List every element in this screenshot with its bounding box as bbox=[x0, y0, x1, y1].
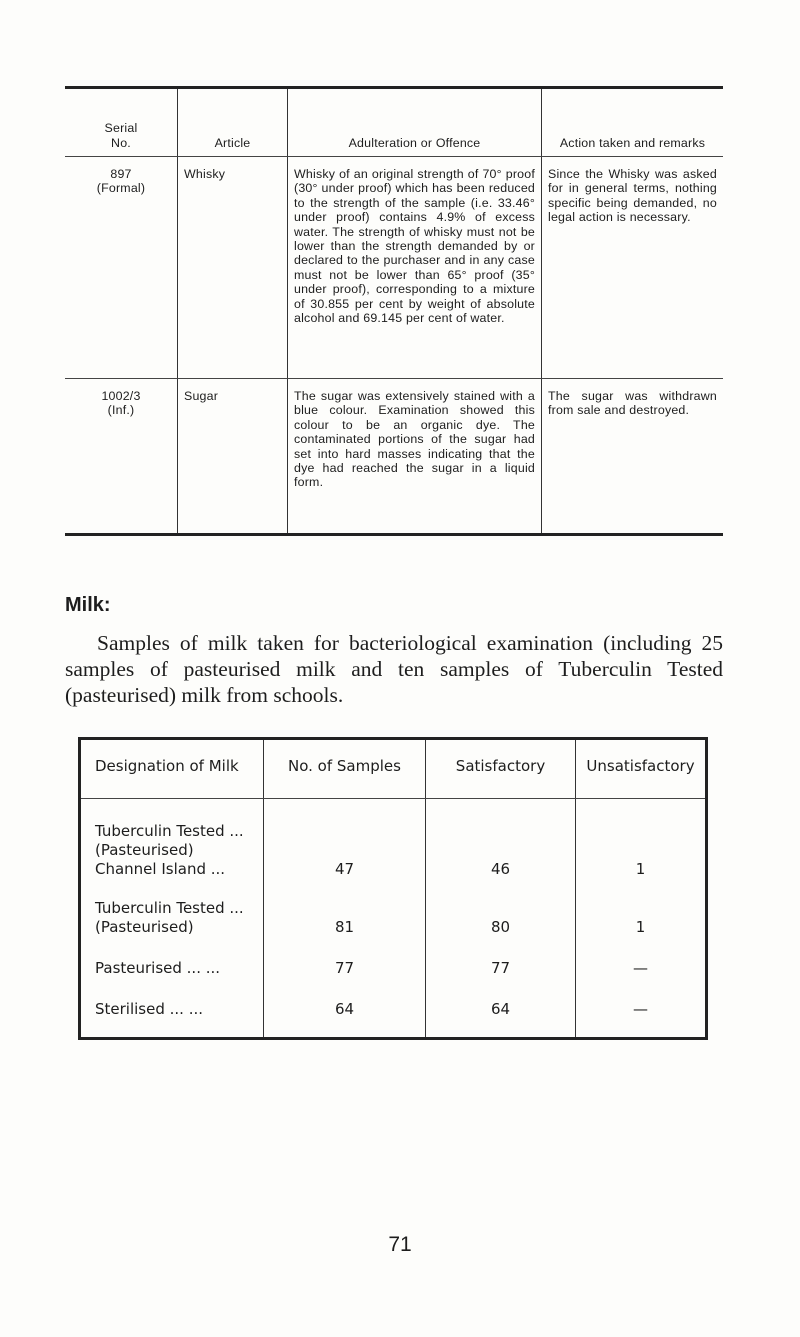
unsatisfactory-value: — bbox=[633, 1000, 648, 1018]
satisfactory-value: 80 bbox=[490, 918, 511, 936]
header-designation: Designation of Milk bbox=[95, 757, 239, 775]
samples-value: 47 bbox=[334, 860, 355, 878]
adulteration-cell: The sugar was extensively stained with a blue colour. Examination showed this colour to be an organic dye. The contaminated portions of the sugar had set into hard masses indicating that the dye had reached the sugar in a liquid form. bbox=[287, 379, 541, 533]
header-serial-label: Serial No. bbox=[104, 121, 138, 150]
header-no-of-samples: No. of Samples bbox=[263, 740, 425, 798]
header-unsatisfactory: Unsatisfactory bbox=[575, 740, 705, 798]
table-row bbox=[95, 899, 253, 937]
article-cell: Sugar bbox=[177, 379, 287, 533]
samples-value: 77 bbox=[334, 959, 355, 977]
adulteration-table bbox=[65, 86, 723, 536]
serial-number: 1002/3 bbox=[101, 389, 141, 403]
satisfactory-value: 64 bbox=[490, 1000, 511, 1018]
article-cell: Whisky bbox=[177, 157, 287, 378]
designation-line: Sterilised ... ... bbox=[95, 1000, 204, 1018]
unsatisfactory-column bbox=[575, 799, 705, 1037]
samples-column bbox=[263, 799, 425, 1037]
milk-table-header-row bbox=[81, 740, 705, 799]
header-article: Article bbox=[177, 89, 287, 156]
unsatisfactory-value: 1 bbox=[635, 918, 646, 936]
samples-value: 81 bbox=[334, 918, 355, 936]
serial-cell bbox=[65, 379, 177, 533]
action-cell: The sugar was withdrawn from sale and destroyed. bbox=[541, 379, 723, 533]
action-cell: Since the Whisky was asked for in general terms, nothing specific being demanded, no legal action is necessary. bbox=[541, 157, 723, 378]
adulteration-cell: Whisky of an original strength of 70° proof (30° under proof) which has been reduced to the strength of the sample (i.e. 33.46° under proof) contains 4.9% of excess water. The strength of whisky must not be lower than the strength demanded by or declared to the purchaser and in any case must not be lower than 65° proof (35° under proof), corresponding to a mixture of 30.855 per cent by weight of absolute alcohol and 69.145 per cent of water. bbox=[287, 157, 541, 378]
unsatisfactory-value: — bbox=[633, 959, 648, 977]
designation-line: Tuberculin Tested ... bbox=[95, 822, 244, 840]
milk-table-body bbox=[81, 799, 705, 1037]
table-header-row bbox=[65, 89, 723, 156]
table-row bbox=[95, 822, 253, 879]
samples-value: 64 bbox=[334, 1000, 355, 1018]
designation-column bbox=[81, 799, 263, 1037]
designation-line: Channel Island ... bbox=[95, 860, 226, 878]
header-satisfactory: Satisfactory bbox=[425, 740, 575, 798]
satisfactory-value: 46 bbox=[490, 860, 511, 878]
unsatisfactory-value: 1 bbox=[635, 860, 646, 878]
milk-heading: Milk: bbox=[65, 594, 111, 616]
serial-cell bbox=[65, 157, 177, 378]
serial-number: 897 bbox=[110, 167, 132, 181]
page-number: 71 bbox=[388, 1233, 412, 1256]
header-adulteration: Adulteration or Offence bbox=[287, 89, 541, 156]
header-serial-no bbox=[65, 89, 177, 156]
satisfactory-column bbox=[425, 799, 575, 1037]
designation-line: Tuberculin Tested ... bbox=[95, 899, 244, 917]
milk-table bbox=[78, 737, 708, 1040]
serial-type: (Formal) bbox=[96, 181, 146, 196]
table-row bbox=[65, 378, 723, 533]
serial-type: (Inf.) bbox=[107, 403, 135, 418]
table-row bbox=[65, 156, 723, 378]
satisfactory-value: 77 bbox=[490, 959, 511, 977]
designation-line: Pasteurised ... ... bbox=[95, 959, 221, 977]
milk-paragraph: Samples of milk taken for bacteriological examination (including 25 samples of pasteurised milk and ten samples of Tuberculin Tested (pasteurised) milk from schools. bbox=[65, 631, 723, 707]
header-action: Action taken and remarks bbox=[541, 89, 723, 156]
designation-line: (Pasteurised) bbox=[95, 918, 194, 936]
designation-line: (Pasteurised) bbox=[95, 841, 194, 859]
